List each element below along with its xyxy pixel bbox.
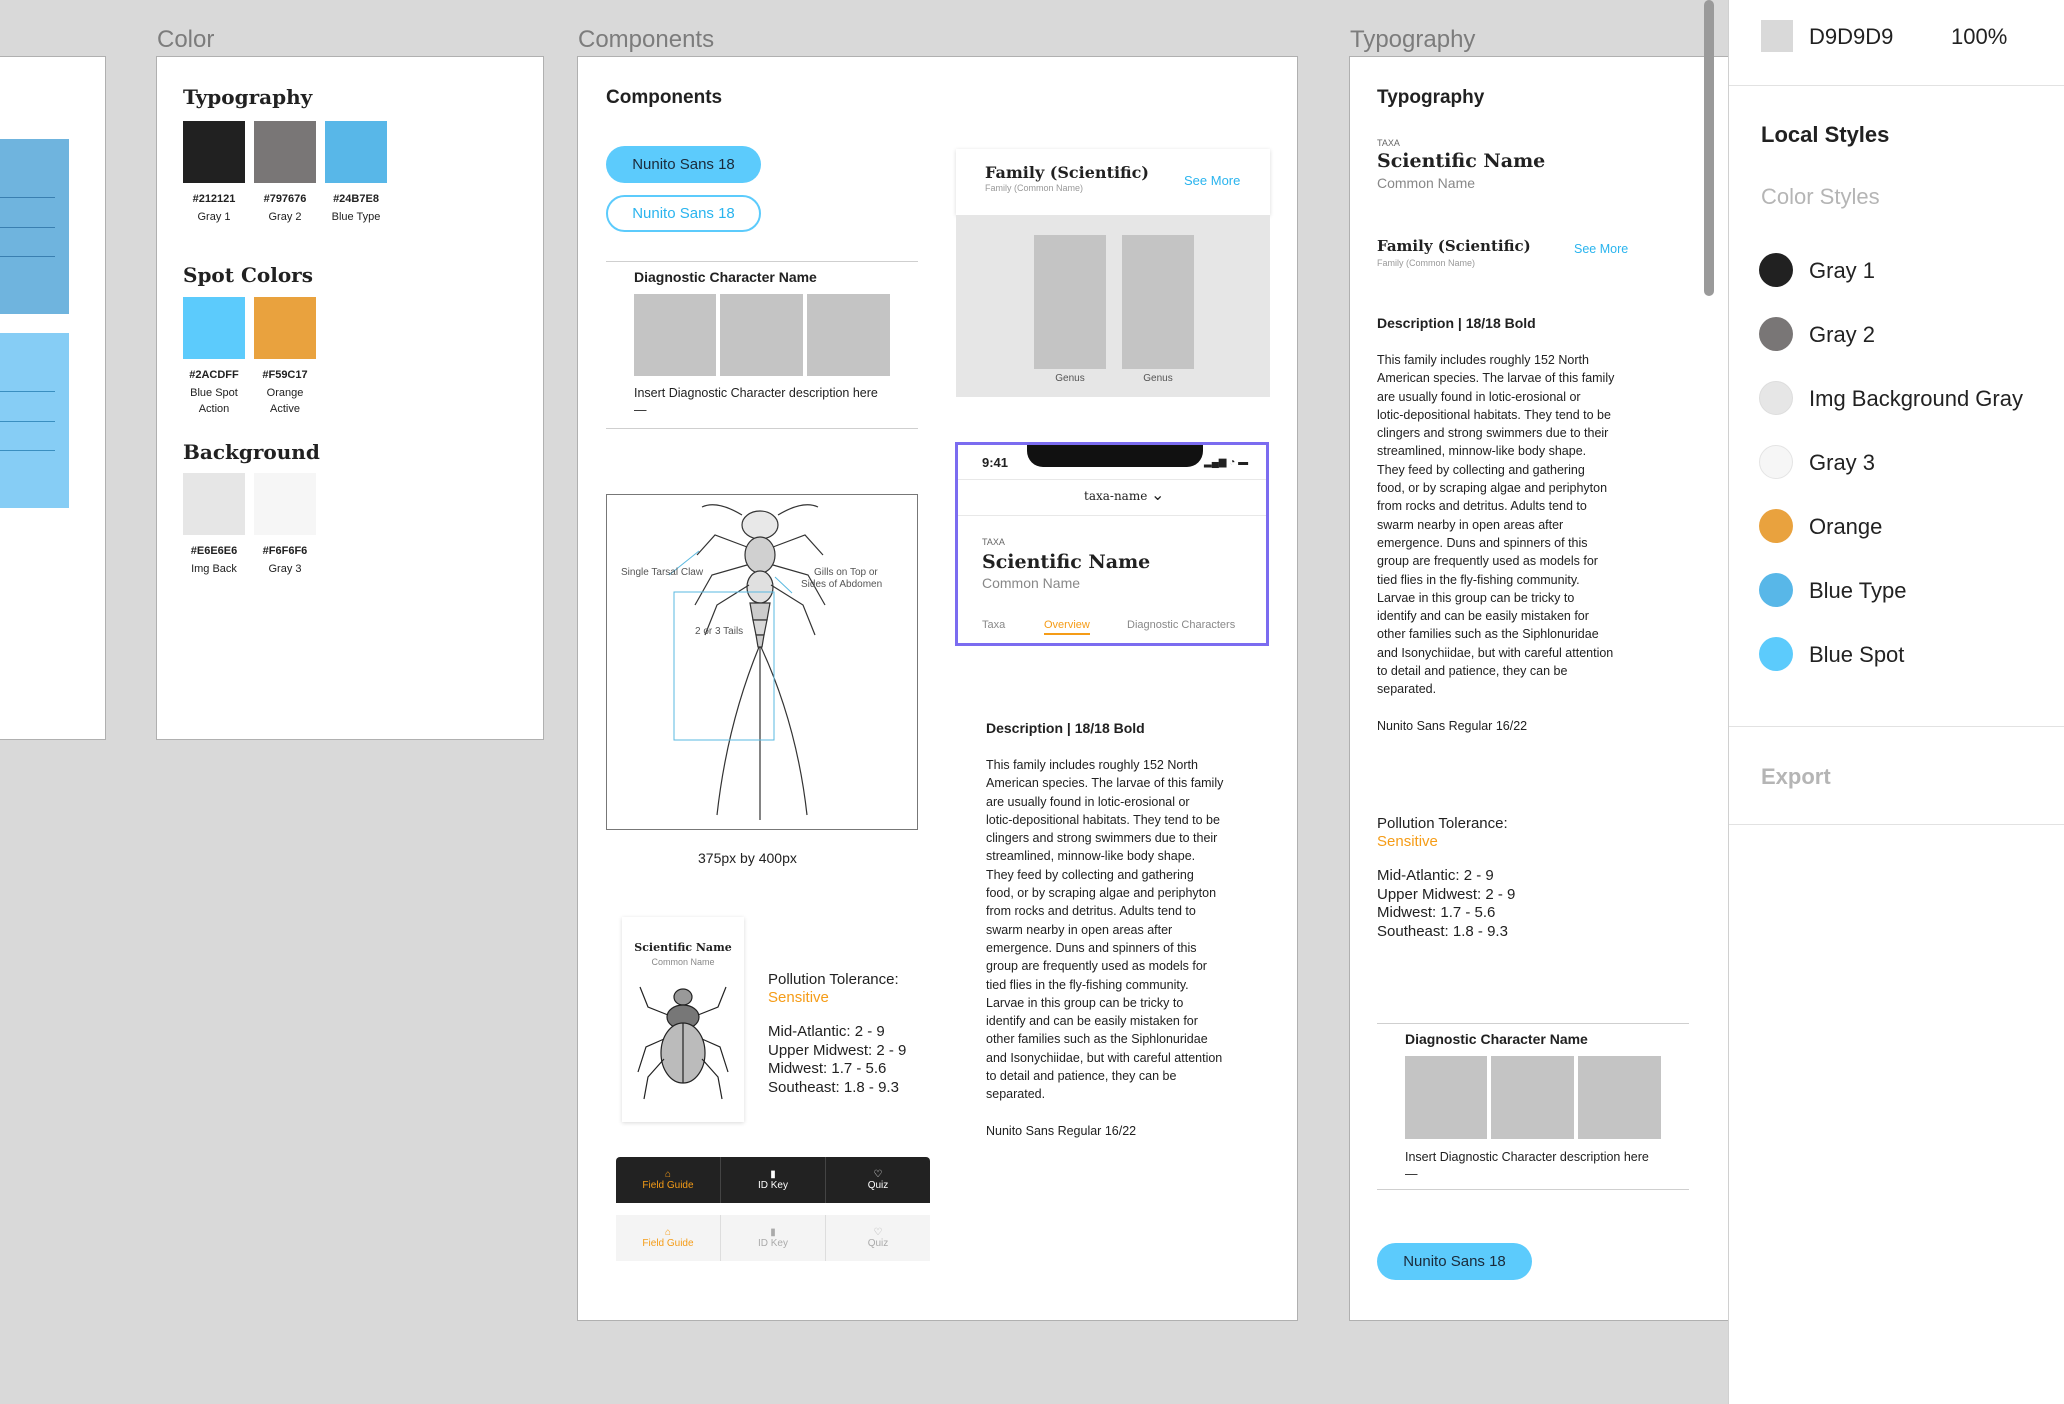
desc-line: are usually found in lotic-erosional or bbox=[1377, 389, 1581, 404]
desc-line: from rocks and detritus. Adults tend to bbox=[1377, 499, 1587, 514]
swatch-name: Gray 3 bbox=[268, 563, 302, 575]
nav-label: Quiz bbox=[867, 1180, 889, 1191]
diag-desc: Insert Diagnostic Character description here— bbox=[1405, 1150, 1649, 1181]
heart-icon: ♡ bbox=[873, 1227, 883, 1238]
color-frame-label[interactable]: Color bbox=[157, 26, 215, 53]
genus-label: Genus bbox=[1055, 373, 1085, 384]
desc-line: This family includes roughly 152 North bbox=[986, 758, 1198, 772]
style-dot bbox=[1759, 381, 1793, 415]
divider bbox=[1377, 1189, 1689, 1190]
partial-frame[interactable] bbox=[0, 56, 106, 740]
style-dot bbox=[1759, 253, 1793, 287]
home-icon: ⌂ bbox=[664, 1169, 672, 1180]
nav-label: Field Guide bbox=[642, 1180, 694, 1191]
style-blue-spot[interactable]: Blue Spot bbox=[1809, 642, 1905, 667]
desc-line: food, or by scraping algae and periphyton bbox=[1377, 481, 1608, 496]
style-blue-type[interactable]: Blue Type bbox=[1809, 578, 1907, 603]
sci-name: Scientific Name bbox=[1377, 150, 1546, 172]
see-more-link[interactable]: See More bbox=[1574, 242, 1629, 256]
genus-label: Genus bbox=[1143, 373, 1173, 384]
color-frame[interactable] bbox=[156, 56, 544, 740]
nav-quiz[interactable] bbox=[826, 1157, 930, 1203]
swatch-blue-type[interactable] bbox=[325, 121, 387, 183]
home-icon: ⌂ bbox=[664, 1227, 672, 1238]
swatch-blue-spot[interactable] bbox=[183, 297, 245, 359]
fill-hex[interactable]: D9D9D9 bbox=[1809, 24, 1894, 49]
family-title: Family (Scientific) bbox=[1377, 237, 1531, 255]
divider bbox=[1377, 1023, 1689, 1024]
desc-line: other families such as the Siphlonuridae bbox=[986, 1032, 1208, 1047]
range-line: Southeast: 1.8 - 9.3 bbox=[768, 1078, 899, 1096]
desc-title: Description | 18/18 Bold bbox=[986, 720, 1145, 736]
taxa-kicker: TAXA bbox=[982, 537, 1005, 547]
desc-line: streamlined, minnow-like body shape. bbox=[1377, 444, 1587, 459]
swatch-gray-2[interactable] bbox=[254, 121, 316, 183]
properties-panel bbox=[1728, 0, 2064, 1404]
card-common: Common Name bbox=[651, 957, 715, 967]
desc-line: lotic-depositional habitats. They tend to be bbox=[986, 812, 1220, 827]
nav-id-key[interactable] bbox=[721, 1215, 826, 1261]
nav-label: Quiz bbox=[867, 1238, 889, 1249]
desc-line: Larvae in this group can be tricky to bbox=[1377, 590, 1575, 605]
desc-footer: Nunito Sans Regular 16/22 bbox=[1377, 719, 1528, 733]
style-gray-1[interactable]: Gray 1 bbox=[1809, 258, 1876, 283]
range-line: Upper Midwest: 2 - 9 bbox=[768, 1041, 907, 1059]
desc-line: streamlined, minnow-like body shape. bbox=[986, 849, 1196, 864]
swatch-hex: #F6F6F6 bbox=[262, 545, 308, 557]
family-title: Family (Scientific) bbox=[985, 163, 1149, 182]
spot-colors-heading: Spot Colors bbox=[183, 263, 313, 287]
desc-body bbox=[1377, 351, 1647, 699]
taxa-dropdown[interactable]: taxa-name bbox=[1084, 489, 1148, 503]
desc-line: from rocks and detritus. Adults tend to bbox=[986, 904, 1196, 919]
fill-opacity[interactable]: 100% bbox=[1951, 24, 2008, 49]
phone-header-selected[interactable] bbox=[955, 442, 1269, 646]
common-name: Common Name bbox=[1377, 175, 1476, 191]
desc-line: clingers and strong swimmers due to their bbox=[1377, 426, 1609, 441]
style-gray-2[interactable]: Gray 2 bbox=[1809, 322, 1876, 347]
swatch-hex: #F59C17 bbox=[262, 369, 308, 381]
desc-line: clingers and strong swimmers due to their bbox=[986, 831, 1218, 846]
label-gills-2: Sides of Abdomen bbox=[801, 579, 883, 590]
family-header[interactable] bbox=[956, 149, 1270, 215]
range-line: Southeast: 1.8 - 9.3 bbox=[1377, 922, 1508, 940]
primary-button[interactable]: Nunito Sans 18 bbox=[1377, 1243, 1532, 1280]
phone-sci-name: Scientific Name bbox=[982, 551, 1151, 573]
desc-line: identify and can be easily mistaken for bbox=[986, 1014, 1198, 1029]
range-line: Mid-Atlantic: 2 - 9 bbox=[768, 1023, 885, 1040]
desc-line: tied flies in the fly-fishing community. bbox=[986, 977, 1189, 992]
desc-line: American species. The larvae of this family bbox=[986, 776, 1224, 791]
desc-line: tied flies in the fly-fishing community. bbox=[1377, 572, 1580, 587]
style-img-bg-gray[interactable]: Img Background Gray bbox=[1809, 386, 2023, 411]
genus-gallery bbox=[956, 215, 1270, 397]
canvas-scrollbar[interactable] bbox=[1704, 0, 1714, 296]
swatch-sub: Action bbox=[198, 403, 230, 415]
diag-image[interactable] bbox=[1405, 1056, 1487, 1139]
image-caption: 375px by 400px bbox=[698, 850, 797, 866]
nav-label: ID Key bbox=[757, 1180, 788, 1191]
components-frame[interactable] bbox=[577, 56, 1298, 1321]
desc-body bbox=[986, 756, 1256, 1104]
style-dot bbox=[1759, 445, 1793, 479]
book-icon: ▮ bbox=[770, 1227, 776, 1238]
style-dot bbox=[1759, 317, 1793, 351]
desc-line: and Isonychiidae, but with careful attention bbox=[986, 1050, 1223, 1065]
pollution-ranges bbox=[1377, 867, 1515, 941]
taxa-card[interactable] bbox=[622, 917, 744, 1122]
outline-button[interactable]: Nunito Sans 18 bbox=[606, 195, 761, 232]
phone-common-name: Common Name bbox=[982, 575, 1081, 591]
desc-line: group are frequently used as models for bbox=[986, 959, 1207, 974]
swatch-gray-1[interactable] bbox=[183, 121, 245, 183]
divider bbox=[606, 428, 918, 429]
desc-line: swarm nearby in open areas after bbox=[986, 922, 1173, 937]
style-gray-3[interactable]: Gray 3 bbox=[1809, 450, 1876, 475]
desc-line: food, or by scraping algae and periphyton bbox=[986, 886, 1217, 901]
phone-notch bbox=[1027, 445, 1203, 467]
swatch-hex: #E6E6E6 bbox=[190, 545, 238, 557]
desc-line: identify and can be easily mistaken for bbox=[1377, 609, 1589, 624]
nav-id-key[interactable] bbox=[721, 1157, 826, 1203]
nav-bar-light[interactable] bbox=[616, 1215, 930, 1261]
desc-line: They feed by collecting and gathering bbox=[986, 867, 1194, 882]
swatch-name: Orange bbox=[266, 387, 304, 399]
style-dot bbox=[1759, 509, 1793, 543]
light-blue-block bbox=[0, 333, 69, 508]
family-common: Family (Common Name) bbox=[1377, 258, 1476, 268]
components-frame-label[interactable]: Components bbox=[578, 26, 715, 53]
tab-diagnostic[interactable]: Diagnostic Characters bbox=[1127, 619, 1236, 631]
desc-footer: Nunito Sans Regular 16/22 bbox=[986, 1124, 1137, 1138]
swatch-name: Blue Type bbox=[331, 211, 381, 223]
nav-bar-dark[interactable] bbox=[616, 1157, 930, 1203]
label-claw: Single Tarsal Claw bbox=[621, 567, 704, 578]
status-time: 9:41 bbox=[982, 455, 1009, 470]
desc-line: swarm nearby in open areas after bbox=[1377, 517, 1564, 532]
export-heading[interactable]: Export bbox=[1761, 764, 1831, 789]
divider bbox=[606, 261, 918, 262]
card-sci: Scientific Name bbox=[634, 941, 732, 954]
genus-image[interactable] bbox=[1122, 235, 1194, 369]
swatch-sub: Active bbox=[270, 403, 300, 415]
taxa-kicker: TAXA bbox=[1377, 138, 1400, 148]
pollution-value: Sensitive bbox=[768, 989, 829, 1006]
label-tails: 2 or 3 Tails bbox=[695, 626, 744, 637]
desc-line: emergence. Duns and spinners of this bbox=[986, 940, 1197, 955]
desc-line: They feed by collecting and gathering bbox=[1377, 462, 1585, 477]
diag-title: Diagnostic Character Name bbox=[634, 269, 817, 285]
desc-line: and Isonychiidae, but with careful attention bbox=[1377, 645, 1614, 660]
tab-taxa[interactable]: Taxa bbox=[982, 619, 1006, 631]
desc-line: American species. The larvae of this family bbox=[1377, 371, 1615, 386]
pollution-label: Pollution Tolerance: bbox=[768, 971, 899, 988]
nav-label: ID Key bbox=[757, 1238, 788, 1249]
nav-label: Field Guide bbox=[642, 1238, 694, 1249]
chevron-down-icon[interactable]: ⌄ bbox=[1151, 487, 1165, 504]
style-orange[interactable]: Orange bbox=[1809, 514, 1883, 539]
desc-title: Description | 18/18 Bold bbox=[1377, 315, 1536, 331]
typography-heading: Typography bbox=[1377, 87, 1485, 108]
pollution-value: Sensitive bbox=[1377, 833, 1438, 850]
diag-image[interactable] bbox=[807, 294, 890, 376]
swatch-hex: #212121 bbox=[192, 193, 236, 205]
diag-desc: Insert Diagnostic Character description here— bbox=[634, 386, 878, 417]
desc-line: other families such as the Siphlonuridae bbox=[1377, 627, 1599, 642]
diag-image[interactable] bbox=[1491, 1056, 1574, 1139]
range-line: Midwest: 1.7 - 5.6 bbox=[1377, 904, 1496, 921]
desc-line: to detail and patience, they can be bbox=[1377, 664, 1568, 679]
components-heading: Components bbox=[606, 87, 723, 108]
see-more-link[interactable]: See More bbox=[1184, 173, 1241, 188]
typography-heading: Typography bbox=[183, 85, 313, 109]
label-gills-1: Gills on Top or bbox=[814, 567, 878, 578]
primary-button[interactable]: Nunito Sans 18 bbox=[606, 146, 761, 183]
desc-line: emergence. Duns and spinners of this bbox=[1377, 535, 1588, 550]
swatch-name: Img Back bbox=[191, 563, 237, 575]
genus-image[interactable] bbox=[1034, 235, 1106, 369]
pollution-ranges bbox=[768, 1023, 906, 1097]
swatch-orange[interactable] bbox=[254, 297, 316, 359]
swatch-img-back[interactable] bbox=[183, 473, 245, 535]
nav-quiz[interactable] bbox=[826, 1215, 930, 1261]
diag-image[interactable] bbox=[634, 294, 716, 376]
pollution-label: Pollution Tolerance: bbox=[1377, 815, 1508, 832]
style-dot bbox=[1759, 573, 1793, 607]
signal-icon: ▂▄▆ ◔ ▬ bbox=[1204, 457, 1249, 468]
swatch-name: Blue Spot bbox=[190, 387, 238, 399]
blue-block bbox=[0, 139, 69, 314]
beetle-illustration bbox=[636, 977, 730, 1103]
tab-overview[interactable]: Overview bbox=[1044, 619, 1090, 635]
swatch-hex: #24B7E8 bbox=[333, 193, 379, 205]
family-common: Family (Common Name) bbox=[985, 183, 1084, 193]
style-dot bbox=[1759, 637, 1793, 671]
heart-icon: ♡ bbox=[873, 1169, 883, 1180]
diag-image[interactable] bbox=[1578, 1056, 1661, 1139]
color-styles-heading: Color Styles bbox=[1761, 184, 1880, 209]
swatch-hex: #797676 bbox=[263, 193, 307, 205]
insect-illustration[interactable] bbox=[606, 494, 918, 830]
diag-image[interactable] bbox=[720, 294, 803, 376]
desc-line: are usually found in lotic-erosional or bbox=[986, 794, 1190, 809]
diag-title: Diagnostic Character Name bbox=[1405, 1031, 1588, 1047]
swatch-hex: #2ACDFF bbox=[189, 369, 239, 381]
desc-line: This family includes roughly 152 North bbox=[1377, 353, 1589, 367]
desc-line: Larvae in this group can be tricky to bbox=[986, 995, 1184, 1010]
desc-line: separated. bbox=[986, 1087, 1046, 1102]
desc-line: group are frequently used as models for bbox=[1377, 554, 1598, 569]
swatch-gray-3[interactable] bbox=[254, 473, 316, 535]
local-styles-heading: Local Styles bbox=[1761, 122, 1890, 147]
typography-frame[interactable] bbox=[1349, 56, 1728, 1321]
typography-frame-label[interactable]: Typography bbox=[1350, 26, 1476, 53]
nav-field-guide[interactable] bbox=[616, 1157, 721, 1203]
range-line: Mid-Atlantic: 2 - 9 bbox=[1377, 867, 1494, 884]
range-line: Upper Midwest: 2 - 9 bbox=[1377, 885, 1516, 903]
desc-line: lotic-depositional habitats. They tend to be bbox=[1377, 407, 1611, 422]
fill-swatch[interactable] bbox=[1761, 20, 1793, 52]
desc-line: separated. bbox=[1377, 682, 1437, 697]
desc-line: to detail and patience, they can be bbox=[986, 1069, 1177, 1084]
range-line: Midwest: 1.7 - 5.6 bbox=[768, 1060, 887, 1077]
nav-field-guide[interactable] bbox=[616, 1215, 721, 1261]
swatch-name: Gray 2 bbox=[268, 211, 302, 223]
book-icon: ▮ bbox=[770, 1169, 776, 1180]
background-heading: Background bbox=[183, 440, 320, 464]
swatch-name: Gray 1 bbox=[197, 211, 231, 223]
